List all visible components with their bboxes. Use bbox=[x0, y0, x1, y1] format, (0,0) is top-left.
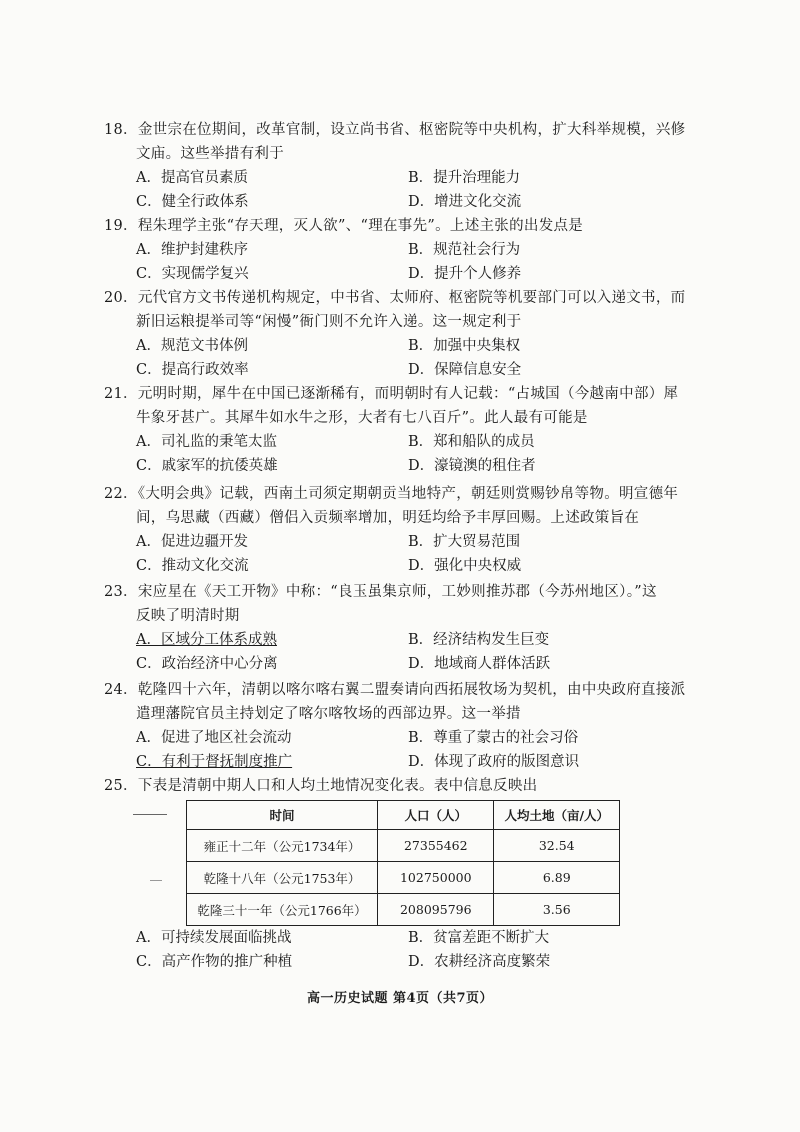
stem-line: 新旧运粮提举司等“闲慢”衙门则不允许入递。这一规定利于 bbox=[136, 314, 522, 330]
stem-line: 间，乌思藏（西藏）僧侣入贡频率增加，明廷均给予丰厚回赐。上述政策旨在 bbox=[136, 510, 640, 526]
option-b[interactable]: B．贫富差距不断扩大 bbox=[408, 930, 550, 946]
table-header-row bbox=[187, 801, 620, 830]
table-cell: 乾隆十八年（公元1753年） bbox=[187, 862, 378, 894]
option-a[interactable]: A．规范文书体例 bbox=[136, 338, 248, 354]
stem-line: 20．元代官方文书传递机构规定，中书省、太师府、枢密院等机要部门可以入递文书，而 bbox=[104, 290, 686, 306]
option-d[interactable]: D．濠镜澳的租住者 bbox=[408, 458, 536, 474]
option-d[interactable]: D．提升个人修养 bbox=[408, 266, 522, 282]
option-a[interactable]: A．司礼监的秉笔太监 bbox=[136, 434, 277, 450]
option-a[interactable]: A．促进边疆开发 bbox=[136, 534, 248, 550]
question-23-stem bbox=[104, 580, 704, 628]
table-header: 人口（人） bbox=[378, 801, 494, 830]
option-b[interactable]: B．加强中央集权 bbox=[408, 338, 521, 354]
table-row bbox=[187, 830, 620, 862]
option-a[interactable]: A．促进了地区社会流动 bbox=[136, 730, 292, 746]
option-c[interactable]: C．推动文化交流 bbox=[136, 558, 249, 574]
stem-line: 25．下表是清朝中期人口和人均土地情况变化表。表中信息反映出 bbox=[104, 778, 538, 794]
option-d[interactable]: D．保障信息安全 bbox=[408, 362, 522, 378]
option-c[interactable]: C．高产作物的推广种植 bbox=[136, 954, 293, 970]
table-header: 时间 bbox=[187, 801, 378, 830]
question-20-options bbox=[136, 334, 696, 382]
option-b[interactable]: B．扩大贸易范围 bbox=[408, 534, 521, 550]
stem-line: 21．元明时期，犀牛在中国已逐渐稀有，而明朝时有人记载：“占城国（今越南中部）犀 bbox=[104, 386, 679, 402]
option-c[interactable]: C．戚家军的抗倭英雄 bbox=[136, 458, 278, 474]
option-d[interactable]: D．地域商人群体活跃 bbox=[408, 656, 551, 672]
page-footer: 高一历史试题 第4页（共7页） bbox=[306, 991, 494, 1006]
table-header: 人均土地（亩/人） bbox=[494, 801, 620, 830]
question-24-options bbox=[136, 726, 696, 774]
option-a[interactable]: A．可持续发展面临挑战 bbox=[136, 930, 292, 946]
question-21-stem bbox=[104, 382, 704, 430]
table-cell: 乾隆三十一年（公元1766年） bbox=[187, 894, 378, 926]
question-20-stem bbox=[104, 286, 704, 334]
stem-line: 19．程朱理学主张“存天理，灭人欲”、“理在事先”。上述主张的出发点是 bbox=[104, 218, 584, 234]
table-cell: 102750000 bbox=[378, 862, 494, 894]
question-18-stem bbox=[104, 118, 704, 166]
stem-line: 牛象牙甚广。其犀牛如水牛之形，大者有七八百斤”。此人最有可能是 bbox=[136, 410, 588, 426]
question-19-options bbox=[136, 238, 696, 286]
question-23-options bbox=[136, 628, 696, 676]
option-a[interactable]: A．区域分工体系成熟 bbox=[136, 632, 277, 648]
table-cell: 32.54 bbox=[494, 830, 620, 862]
table-cell: 27355462 bbox=[378, 830, 494, 862]
question-25-stem bbox=[104, 774, 704, 798]
table-cell: 3.56 bbox=[494, 894, 620, 926]
margin-mark bbox=[133, 814, 167, 815]
table-cell: 雍正十二年（公元1734年） bbox=[187, 830, 378, 862]
option-b[interactable]: B．提升治理能力 bbox=[408, 170, 521, 186]
stem-line: 遣理藩院官员主持划定了喀尔喀牧场的西部边界。这一举措 bbox=[136, 706, 521, 722]
option-b[interactable]: B．尊重了蒙古的社会习俗 bbox=[408, 730, 579, 746]
table-row bbox=[187, 894, 620, 926]
option-a[interactable]: A．维护封建秩序 bbox=[136, 242, 248, 258]
stem-line: 18．金世宗在位期间，改革官制，设立尚书省、枢密院等中央机构，扩大科举规模，兴修 bbox=[104, 122, 686, 138]
question-22-options bbox=[136, 530, 696, 578]
option-c[interactable]: C．政治经济中心分离 bbox=[136, 656, 278, 672]
option-b[interactable]: B．郑和船队的成员 bbox=[408, 434, 535, 450]
question-21-options bbox=[136, 430, 696, 478]
option-c[interactable]: C．提高行政效率 bbox=[136, 362, 249, 378]
table-row bbox=[187, 862, 620, 894]
question-25-options bbox=[136, 926, 696, 974]
table-cell: 6.89 bbox=[494, 862, 620, 894]
stem-line: 文庙。这些举措有利于 bbox=[136, 146, 284, 162]
population-table bbox=[186, 800, 620, 926]
stem-line: 23．宋应星在《天工开物》中称：“良玉虽集京师，工妙则推苏郡（今苏州地区）。”这 bbox=[104, 584, 657, 600]
option-d[interactable]: D．体现了政府的版图意识 bbox=[408, 754, 580, 770]
option-b[interactable]: B．规范社会行为 bbox=[408, 242, 521, 258]
question-22-stem bbox=[104, 482, 704, 530]
stem-line: 22．《大明会典》记载，西南土司须定期朝贡当地特产，朝廷则赏赐钞帛等物。明宣德年 bbox=[104, 486, 679, 502]
margin-mark bbox=[150, 880, 162, 881]
option-c[interactable]: C．有利于督抚制度推广 bbox=[136, 754, 293, 770]
stem-line: 反映了明清时期 bbox=[136, 608, 240, 624]
table-cell: 208095796 bbox=[378, 894, 494, 926]
option-d[interactable]: D．增进文化交流 bbox=[408, 194, 522, 210]
stem-line: 24．乾隆四十六年，清朝以喀尔喀右翼二盟奏请向西拓展牧场为契机，由中央政府直接派 bbox=[104, 682, 686, 698]
question-19-stem bbox=[104, 214, 704, 238]
option-c[interactable]: C．实现儒学复兴 bbox=[136, 266, 249, 282]
question-24-stem bbox=[104, 678, 704, 726]
option-c[interactable]: C．健全行政体系 bbox=[136, 194, 249, 210]
option-b[interactable]: B．经济结构发生巨变 bbox=[408, 632, 550, 648]
question-18-options bbox=[136, 166, 696, 214]
option-a[interactable]: A．提高官员素质 bbox=[136, 170, 248, 186]
option-d[interactable]: D．农耕经济高度繁荣 bbox=[408, 954, 551, 970]
option-d[interactable]: D．强化中央权威 bbox=[408, 558, 522, 574]
